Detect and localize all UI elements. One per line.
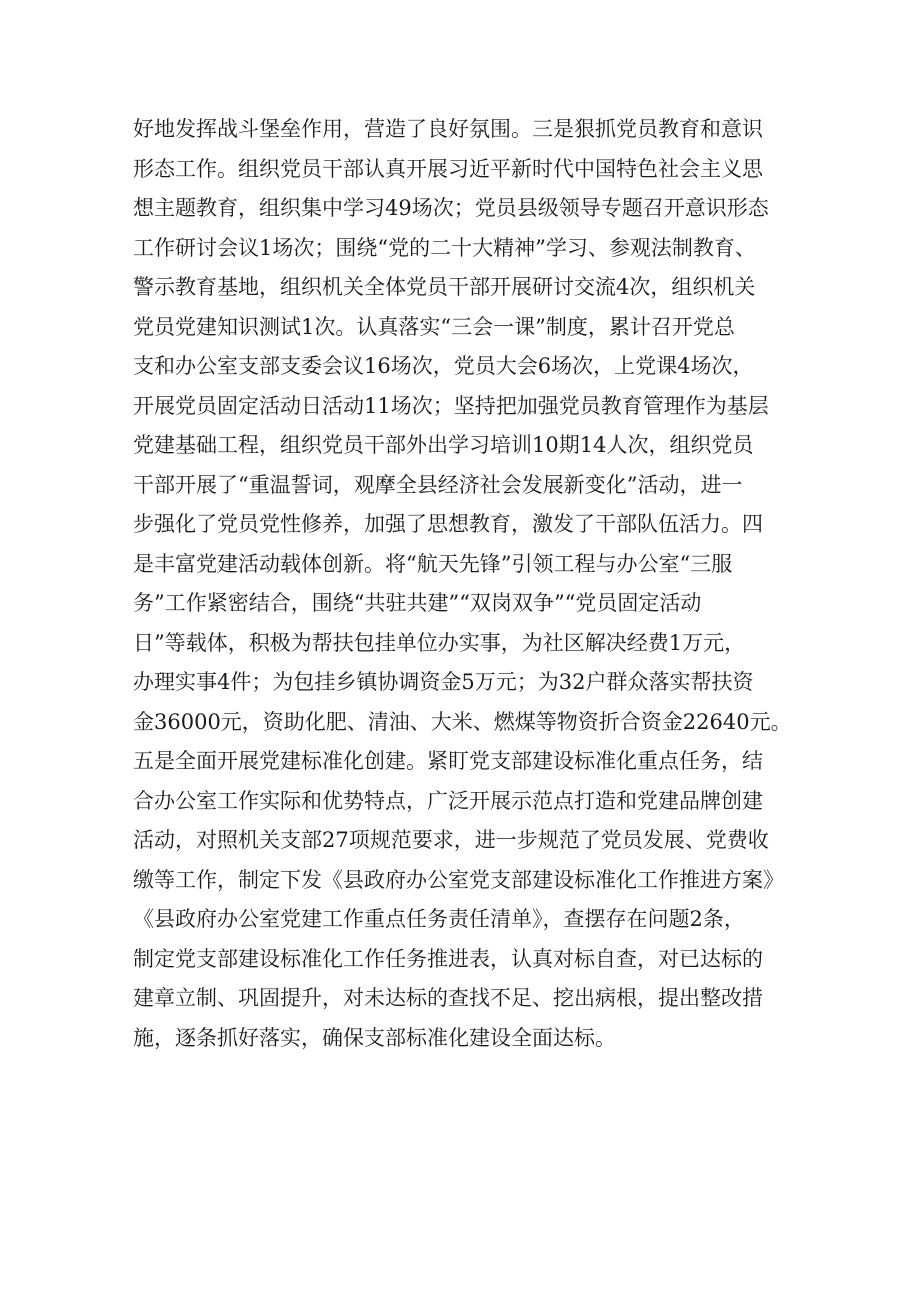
- text-line: 五是全面开展党建标准化创建。紧盯党支部建设标准化重点任务，结: [133, 749, 763, 773]
- text-line: 合办公室工作实际和优势特点，广泛开展示范点打造和党建品牌创建: [133, 788, 763, 813]
- text-line: 好地发挥战斗堡垒作用，营造了良好氛围。三是狠抓党员教育和意识: [133, 117, 763, 141]
- text-line: 缴等工作，制定下发《县政府办公室党支部建设标准化工作推进方案》: [133, 867, 784, 892]
- text-line: 日”等载体，积极为帮扶包挂单位办实事，为社区解决经费1万元，: [133, 630, 746, 655]
- text-line: 警示教育基地，组织机关全体党员干部开展研讨交流4次，组织机关: [133, 275, 756, 299]
- text-line: 想主题教育，组织集中学习49场次；党员县级领导专题召开意识形态: [133, 196, 769, 220]
- text-line: 干部开展了“重温誓词，观摩全县经济社会发展新变化”活动，进一: [133, 472, 743, 497]
- text-line: 工作研讨会议1场次；围绕“党的二十大精神”学习、参观法制教育、: [133, 235, 756, 260]
- text-line: 党建基础工程，组织党员干部外出学习培训10期14人次，组织党员: [133, 433, 754, 457]
- text-line: 金36000元，资助化肥、清油、大米、燃煤等物资折合资金22640元。: [133, 709, 792, 734]
- text-line: 党员党建知识测试1次。认真落实“三会一课”制度，累计召开党总: [133, 314, 735, 339]
- text-line: 支和办公室支部支委会议16场次，党员大会6场次，上党课4场次，: [133, 354, 754, 378]
- text-line: 制定党支部建设标准化工作任务推进表，认真对标自查，对已达标的: [133, 946, 763, 971]
- text-line: 开展党员固定活动日活动11场次；坚持把加强党员教育管理作为基层: [133, 393, 769, 418]
- text-line: 形态工作。组织党员干部认真开展习近平新时代中国特色社会主义思: [133, 156, 763, 181]
- text-line: 施，逐条抓好落实，确保支部标准化建设全面达标。: [133, 1025, 616, 1050]
- text-line: 步强化了党员党性修养，加强了思想教育，激发了干部队伍活力。四: [133, 512, 763, 536]
- body-paragraph: [133, 110, 813, 1058]
- text-line: 办理实事4件；为包挂乡镇协调资金5万元；为32户群众落实帮扶资: [133, 670, 754, 694]
- text-line: 务”工作紧密结合，围绕“共驻共建”“双岗双争”“党员固定活动: [133, 591, 702, 615]
- text-line: 建章立制、巩固提升，对未达标的查找不足、挖出病根，提出整改措: [133, 986, 763, 1010]
- text-line: 是丰富党建活动载体创新。将“航天先锋”引领工程与办公室“三服: [133, 551, 733, 576]
- text-line: 《县政府办公室党建工作重点任务责任清单》，查摆存在问题2条，: [133, 907, 745, 931]
- text-line: 活动，对照机关支部27项规范要求，进一步规范了党员发展、党费收: [133, 828, 769, 852]
